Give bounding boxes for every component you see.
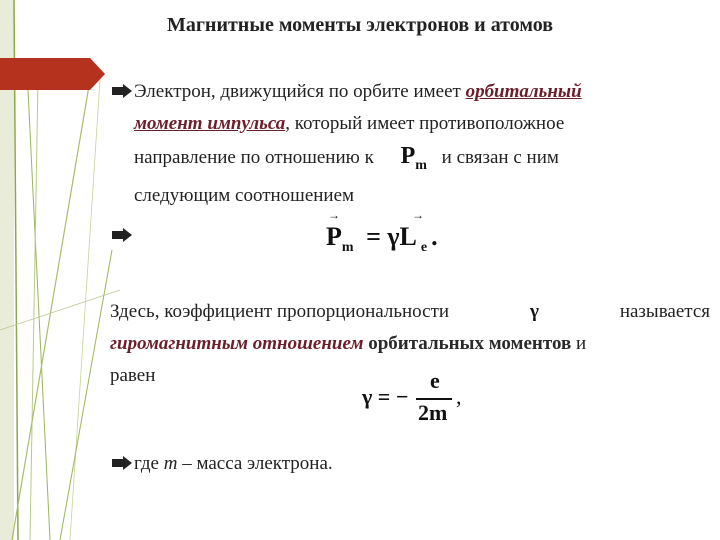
arrow-bullet-icon (112, 456, 132, 470)
para1-line3: направление по отношению к $P_m$ и связан с ним (134, 143, 559, 173)
term-momentum: момент импульса (134, 113, 286, 134)
term-orbital-moments: орбитальных моментов (368, 333, 572, 354)
accent-tab (0, 58, 105, 90)
formula-gamma: γ = − e 2m , (362, 368, 462, 425)
para2-line1: Здесь, коэффициент пропорциональности γ называется (110, 296, 710, 328)
para1-line4: следующим соотношением (134, 185, 355, 206)
arrow-bullet-icon (112, 228, 132, 242)
term-orbital: орбитальный (465, 81, 582, 102)
paragraph-3: где m – масса электрона. (134, 453, 333, 474)
formula-pm-gamma-le: → $P_m = \gamma L$ → $_e$ . (326, 208, 438, 255)
para1-line1: Электрон, движущийся по орбите имеет орбитальный (134, 81, 582, 102)
paragraph-1 (134, 76, 709, 176)
symbol-gamma: γ (530, 301, 539, 322)
para2-line2: гиромагнитным отношением орбитальных моментов и (110, 333, 587, 354)
term-gyromagnetic: гиромагнитным отношением (110, 333, 364, 354)
para2-line3: равен (110, 365, 156, 386)
arrow-bullet-icon (112, 84, 132, 98)
symbol-pm: $P_m$ (400, 143, 427, 173)
para1-line2: момент импульса, который имеет противоположное (134, 113, 565, 134)
slide-title: Магнитные моменты электронов и атомов (166, 14, 554, 36)
